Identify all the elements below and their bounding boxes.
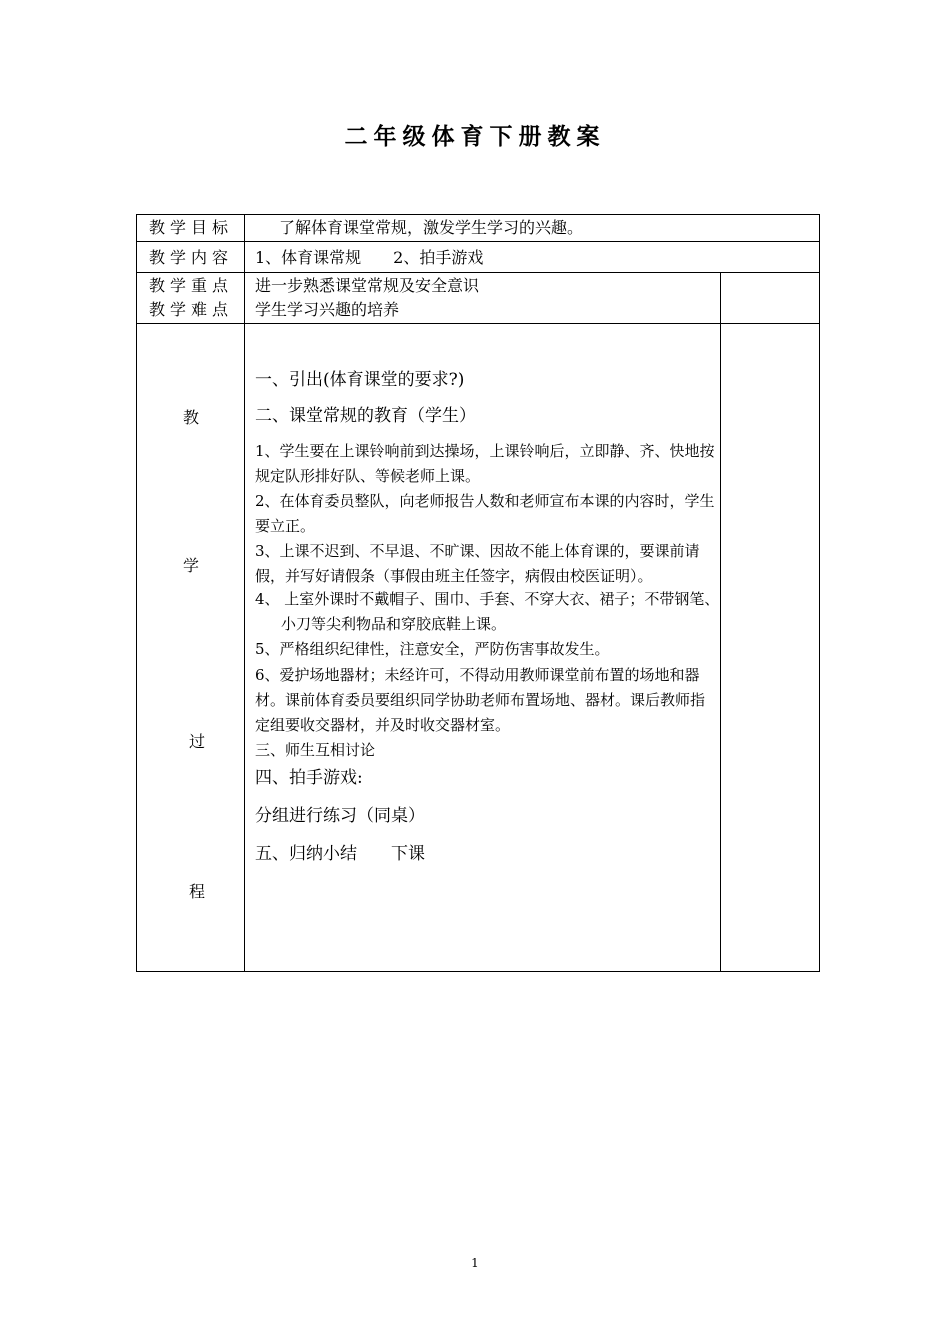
lesson-plan-table bbox=[136, 214, 820, 972]
row-divider bbox=[137, 241, 819, 242]
content-label: 教学内容 bbox=[148, 248, 233, 267]
difficulty-label: 教学难点 bbox=[148, 300, 233, 319]
routine-item: 5、严格组织纪律性，注意安全，严防伤害事故发生。 bbox=[255, 640, 610, 658]
key-point-text: 进一步熟悉课堂常规及安全意识 bbox=[255, 276, 480, 295]
label-column-divider bbox=[244, 215, 245, 971]
process-label-char: 教 bbox=[182, 408, 199, 427]
goal-text: 了解体育课堂常规，激发学生学习的兴趣。 bbox=[279, 218, 584, 237]
section-routine: 二、课堂常规的教育（学生） bbox=[255, 406, 476, 426]
document-title: 二年级体育下册教案 bbox=[344, 124, 606, 150]
section-intro: 一、引出(体育课堂的要求?) bbox=[255, 370, 465, 390]
row-divider bbox=[137, 272, 819, 273]
routine-item: 2、在体育委员整队，向老师报告人数和老师宣布本课的内容时，学生要立正。 bbox=[255, 492, 715, 535]
content-text: 1、体育课常规 2、拍手游戏 bbox=[255, 248, 484, 267]
process-label-char: 程 bbox=[188, 882, 205, 901]
process-label-char: 学 bbox=[182, 556, 199, 575]
game-detail: 分组进行练习（同桌） bbox=[255, 806, 425, 826]
row-divider bbox=[137, 323, 819, 324]
page-number: 1 bbox=[471, 1256, 479, 1270]
routine-item: 1、学生要在上课铃响前到达操场，上课铃响后，立即静、齐、快地按规定队形排好队、等候老师上课。 bbox=[255, 442, 715, 485]
routine-item: 6、爱护场地器材；未经许可，不得动用教师课堂前布置的场地和器材。课前体育委员要组织同学协助老师布置场地、器材。课后教师指定组要收交器材，并及时收交器材室。 bbox=[255, 666, 706, 734]
section-discussion: 三、师生互相讨论 bbox=[255, 741, 376, 759]
goal-label: 教学目标 bbox=[148, 218, 233, 237]
routine-item: 3、上课不迟到、不早退、不旷课、因故不能上体育课的，要课前请假，并写好请假条（事假由班主任签字，病假由校医证明）。 bbox=[255, 542, 700, 585]
section-game: 四、拍手游戏: bbox=[255, 768, 363, 788]
process-label-char: 过 bbox=[188, 732, 205, 751]
key-point-label: 教学重点 bbox=[148, 276, 233, 295]
section-summary: 五、归纳小结 下课 bbox=[255, 844, 425, 864]
difficulty-text: 学生学习兴趣的培养 bbox=[255, 300, 400, 319]
routine-item: 4、 上室外课时不戴帽子、围巾、手套、不穿大衣、裙子；不带钢笔、小刀等尖利物品和穿胶底鞋上课。 bbox=[255, 590, 720, 633]
